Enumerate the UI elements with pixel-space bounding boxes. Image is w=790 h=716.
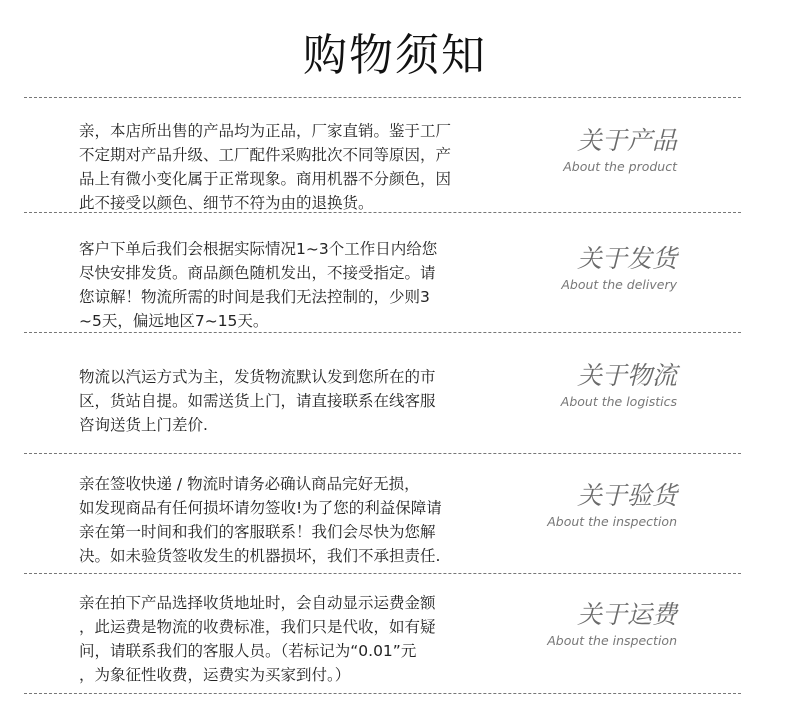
divider: [24, 573, 741, 574]
section-text: 物流以汽运方式为主，发货物流默认发到您所在的市 区，货站自提。如需送货上门，请直接联系在线客服 咨询送货上门差价.: [79, 368, 436, 434]
divider: [24, 212, 741, 213]
heading-en: About the inspection: [547, 514, 677, 529]
section-heading: [477, 244, 677, 294]
divider: [24, 97, 741, 98]
section-heading: [477, 600, 677, 650]
section-heading: [477, 361, 677, 411]
page-title: 购物须知: [303, 30, 487, 81]
section-delivery: [24, 237, 741, 357]
heading-cn: 关于发货: [576, 244, 677, 273]
divider: [24, 332, 741, 333]
section-product: [24, 119, 741, 239]
section-logistics: [24, 361, 741, 485]
divider: [24, 453, 741, 454]
section-text: 亲，本店所出售的产品均为正品，厂家直销。鉴于工厂 不定期对产品升级、工厂配件采购批次不同等原因，产 品上有微小变化属于正常现象。商用机器不分颜色，因 此不接受以颜色、细节不符为由的退换货。: [79, 122, 452, 212]
heading-cn: 关于运费: [576, 600, 677, 629]
section-text: 亲在签收快递 / 物流时请务必确认商品完好无损， 如发现商品有任何损坏请勿签收!为了您的利益保障请 亲在第一时间和我们的客服联系！我们会尽快为您解 决。如未验货签收发生的机器损坏，我们不承担责任.: [79, 475, 442, 565]
heading-en: About the product: [563, 159, 677, 174]
section-inspection: [24, 472, 741, 592]
section-text: 客户下单后我们会根据实际情况1~3个工作日内给您 尽快安排发货。商品颜色随机发出，不接受指定。请 您谅解！物流所需的时间是我们无法控制的，少则3 ~5天，偏远地区7~15天。: [79, 240, 438, 330]
section-heading: [477, 481, 677, 531]
divider: [24, 693, 741, 694]
heading-cn: 关于物流: [576, 361, 677, 390]
heading-en: About the delivery: [561, 277, 677, 292]
heading-en: About the inspection: [547, 633, 677, 648]
section-text: 亲在拍下产品选择收货地址时，会自动显示运费金额 ，此运费是物流的收费标准，我们只是代收，如有疑 问，请联系我们的客服人员。（若标记为“0.01”元 ，为象征性收费，运费实为买家到付。）: [79, 594, 436, 684]
section-heading: [477, 126, 677, 176]
heading-cn: 关于验货: [576, 481, 677, 510]
heading-en: About the logistics: [560, 394, 677, 409]
heading-cn: 关于产品: [576, 126, 677, 155]
